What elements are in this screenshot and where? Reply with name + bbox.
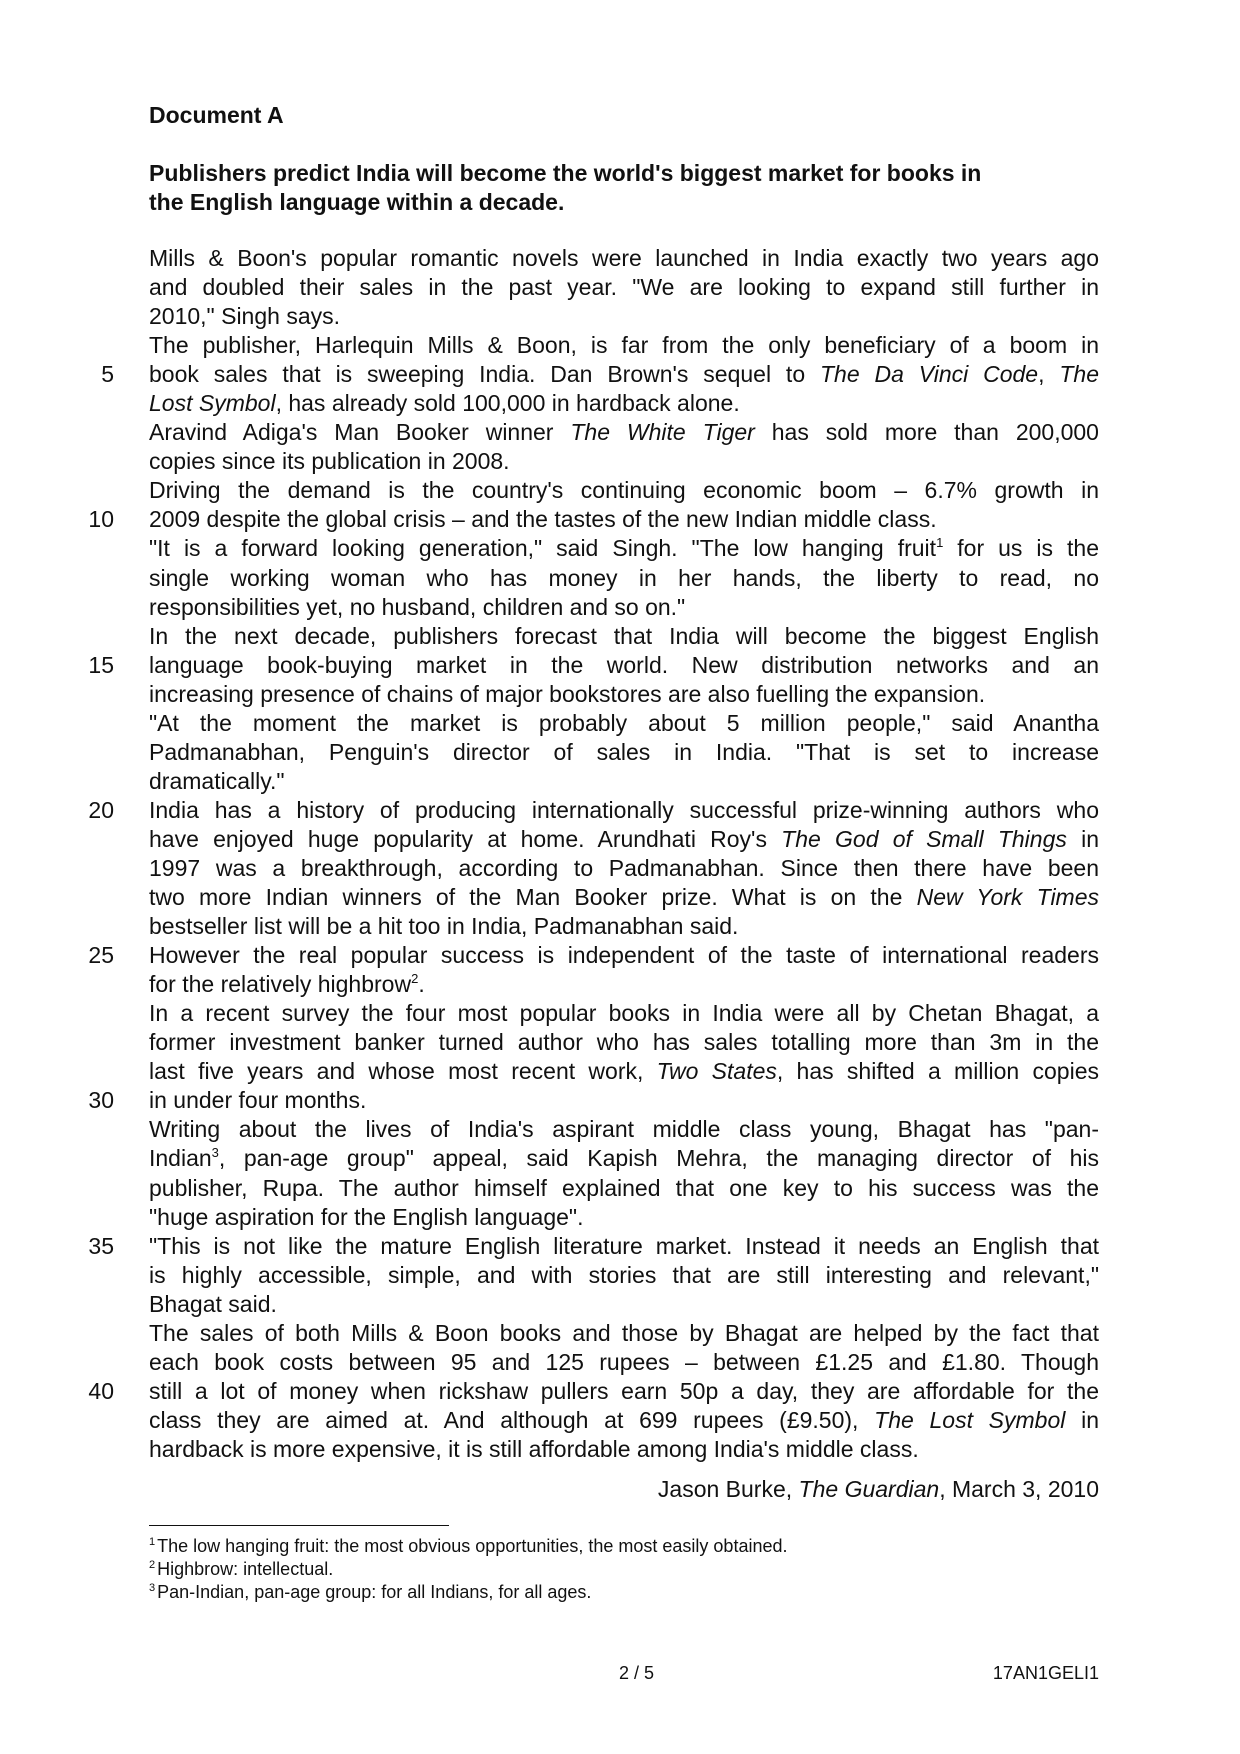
footnote: $^2$ Highbrow: intellectual.	[149, 1559, 334, 1579]
line-number: 10	[88, 506, 114, 533]
text-line: former investment banker turned author who has sales totalling more than 3m in the	[149, 1029, 1099, 1056]
line-number: 25	[88, 942, 114, 969]
text-line: dramatically."	[149, 767, 285, 794]
text-line: responsibilities yet, no husband, children and so on."	[149, 593, 686, 620]
text-line: last five years and whose most recent work, Two States, has shifted a million copies	[149, 1058, 1099, 1085]
text-line: copies since its publication in 2008.	[149, 448, 510, 475]
text-line: is highly accessible, simple, and with stories that are still interesting and relevant,"	[149, 1261, 1099, 1288]
footnote-ref: 2	[411, 971, 419, 987]
headline-line: Publishers predict India will become the world's biggest market for books in	[149, 160, 982, 186]
footnote: $^1$ The low hanging fruit: the most obvious opportunities, the most easily obtained.	[149, 1536, 788, 1556]
line-number: 15	[88, 651, 114, 678]
text-line: each book costs between 95 and 125 rupees – between £1.25 and £1.80. Though	[149, 1348, 1099, 1375]
text-line: Driving the demand is the country's continuing economic boom – 6.7% growth in	[149, 477, 1099, 504]
text-line: for the relatively highbrow$^2$.	[149, 971, 425, 998]
text-line: Bhagat said.	[149, 1290, 277, 1317]
book-title: Lost Symbol	[149, 390, 276, 417]
document-code: 17AN1GELI1	[992, 1663, 1099, 1683]
text-line: Mills & Boon's popular romantic novels were launched in India exactly two years ago	[149, 245, 1099, 271]
text-line: 40 still a lot of money when rickshaw pullers earn 50p a day, they are affordable for the	[0, 1377, 1240, 1406]
footnote: $^3$ Pan-Indian, pan-age group: for all Indians, for all ages.	[149, 1582, 592, 1602]
text-line: 20 India has a history of producing internationally successful prize-winning authors who	[0, 796, 1240, 825]
book-title: The White Tiger	[570, 419, 755, 446]
line-number: 20	[88, 796, 114, 823]
text-line: 1997 was a breakthrough, according to Padmanabhan. Since then there have been	[149, 854, 1099, 881]
footnotes	[149, 1535, 788, 1604]
text-line: 10 2009 despite the global crisis – and the tastes of the new Indian middle class.	[0, 505, 1240, 534]
document-label: Document A	[149, 102, 284, 128]
book-title: Two States	[656, 1058, 777, 1085]
page-number: 2 / 5	[619, 1663, 655, 1683]
text-line: "It is a forward looking generation," said Singh. "The low hanging fruit$^1$ for us is the	[149, 535, 1099, 562]
text-line: publisher, Rupa. The author himself explained that one key to his success was the	[149, 1174, 1099, 1201]
footnote-ref: 1	[936, 535, 944, 551]
text-line: In the next decade, publishers forecast that India will become the biggest English	[149, 622, 1099, 649]
publication-title: The Guardian	[798, 1476, 940, 1502]
text-line: 2010," Singh says.	[149, 303, 341, 330]
line-number: 40	[88, 1377, 114, 1404]
text-line: two more Indian winners of the Man Booker prize. What is on the New York Times	[149, 884, 1100, 911]
headline-line: the English language within a decade.	[149, 189, 565, 215]
text-line: 35 "This is not like the mature English literature market. Instead it needs an English that	[0, 1232, 1240, 1261]
text-line: bestseller list will be a hit too in India, Padmanabhan said.	[149, 913, 739, 940]
text-line: "huge aspiration for the English language".	[149, 1203, 584, 1230]
line-number: 30	[88, 1087, 114, 1114]
text-line: have enjoyed huge popularity at home. Arundhati Roy's The God of Small Things in	[149, 825, 1099, 852]
text-line: 5 book sales that is sweeping India. Dan Brown's sequel to The Da Vinci Code, The	[0, 360, 1240, 389]
book-title: The Lost Symbol	[874, 1406, 1066, 1433]
text-line: class they are aimed at. And although at 699 rupees (£9.50), The Lost Symbol in	[149, 1406, 1099, 1433]
text-line: Padmanabhan, Penguin's director of sales in India. "That is set to increase	[149, 738, 1099, 765]
line-number: 35	[88, 1232, 114, 1259]
line-number: 5	[101, 361, 114, 388]
footnote-ref: 3	[211, 1145, 219, 1161]
byline: Jason Burke, The Guardian, March 3, 2010	[657, 1476, 1099, 1502]
text-line: 15 language book-buying market in the world. New distribution networks and an	[0, 651, 1240, 680]
book-title: The God of Small Things	[781, 825, 1067, 852]
text-line: 25 However the real popular success is independent of the taste of international readers	[0, 941, 1240, 970]
article-body	[0, 244, 1240, 1464]
publication-title: New York Times	[916, 884, 1100, 911]
text-line: and doubled their sales in the past year. "We are looking to expand still further in	[149, 274, 1099, 301]
text-line: Lost Symbol, has already sold 100,000 in hardback alone.	[149, 390, 740, 417]
text-line: single working woman who has money in her hands, the liberty to read, no	[149, 564, 1099, 591]
text-line: Writing about the lives of India's aspirant middle class young, Bhagat has "pan-	[149, 1116, 1099, 1143]
footnote-divider	[149, 1525, 449, 1526]
book-title: The	[1059, 361, 1100, 388]
text-line: Aravind Adiga's Man Booker winner The White Tiger has sold more than 200,000	[149, 419, 1099, 446]
text-line: 30 in under four months.	[0, 1086, 1240, 1115]
text-line: Indian$^3$, pan-age group" appeal, said Kapish Mehra, the managing director of his	[149, 1145, 1099, 1172]
text-line: The sales of both Mills & Boon books and those by Bhagat are helped by the fact that	[149, 1319, 1099, 1346]
text-line: The publisher, Harlequin Mills & Boon, is far from the only beneficiary of a boom in	[149, 332, 1099, 359]
headline	[149, 159, 1099, 217]
book-title: The Da Vinci Code	[820, 361, 1039, 388]
text-line: In a recent survey the four most popular books in India were all by Chetan Bhagat, a	[149, 1000, 1099, 1027]
text-line: increasing presence of chains of major bookstores are also fuelling the expansion.	[149, 680, 986, 707]
text-line: hardback is more expensive, it is still affordable among India's middle class.	[149, 1435, 919, 1462]
text-line: "At the moment the market is probably about 5 million people," said Anantha	[149, 709, 1099, 736]
